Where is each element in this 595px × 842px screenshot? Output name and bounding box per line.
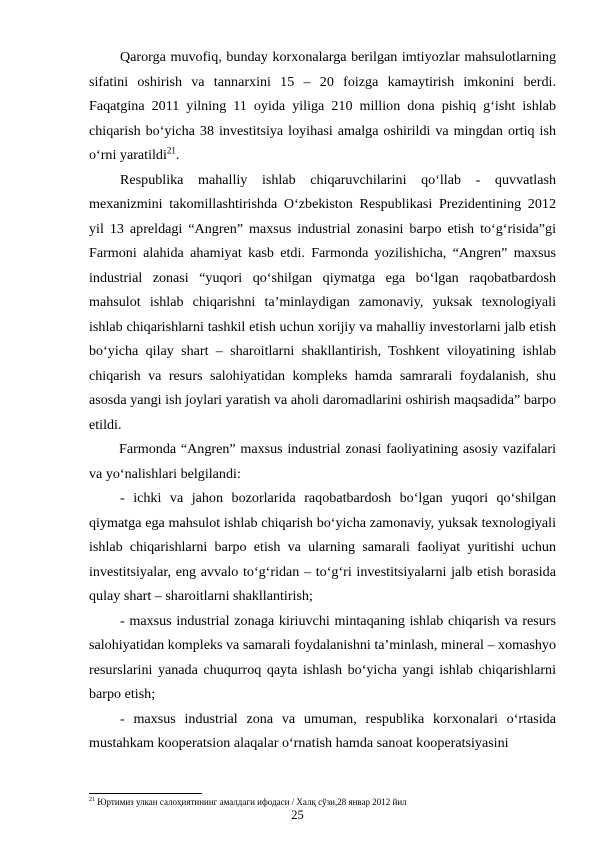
page-number: 25 [291, 808, 304, 822]
footnote-text: Юртимиз улкан салоҳиятининг амалдаги ифодаси / Халқ сўзи,28 январ 2012 йил [95, 797, 407, 807]
paragraph-1-tail: . [175, 147, 180, 163]
footnote-divider [89, 793, 202, 794]
list-item-3: - maxsus industrial zona va umuman, respublika korxonalari o‘rtasida mustahkam kooperatsion alaqalar o‘rnatish hamda sanoat kooperatsiyasini [89, 710, 556, 751]
footnote [89, 796, 556, 808]
body-text [89, 45, 556, 756]
footnote-number: 21 [89, 797, 95, 803]
list-item-2: - maxsus industrial zonaga kiriuvchi mintaqaning ishlab chiqarish va resurs salohiyatidan kompleks va samarali foydalanishni ta’minlash, mineral – xomashyo resurslarini yanada chuqurroq qayta ishlash bo‘yicha yangi ishlab chiqarishlarni barpo etish; [89, 612, 556, 702]
paragraph-2: Respublika mahalliy ishlab chiqaruvchilarini qo‘llab - quvvatlash mexanizmini takomillashtirishda O‘zbekiston Respublikasi Prezidentining 2012 yil 13 apreldagi “Angren” maxsus industrial zonasini barpo etish to‘g‘risida”gi Farmoni alahida ahamiyat kasb etdi. Farmonda yozilishicha, “Angren” maxsus industrial zonasi “yuqori qo‘shilgan qiymatga ega bo‘lgan raqobatbardosh mahsulot ishlab chiqarishni ta’minlaydigan zamonaviy, yuksak texnologiyali ishlab chiqarishlarni tashkil etish uchun xorijiy va mahalliy investorlarni jalb etish bo‘yicha qilay shart – sharoitlarni shakllantirish, Toshkent viloyatining ishlab chiqarish va resurs salohiyatidan kompleks hamda samrarali foydalanish, shu asosda yangi ish joylari yaratish va aholi daromadlarini oshirish maqsadida” barpo etildi. [89, 171, 556, 433]
footnote-reference: 21 [166, 145, 176, 156]
paragraph-3: Farmonda “Angren” maxsus industrial zonasi faoliyatining asosiy vazifalari va yo‘nalishlari belgilandi: [89, 441, 556, 482]
paragraph-1 [89, 45, 556, 168]
paragraph-1-text: Qarorga muvofiq, bunday korxonalarga berilgan imtiyozlar mahsulotlarning sifatini oshirish va tannarxini 15 – 20 foizga kamaytirish imkonini berdi. Faqatgina 2011 yilning 11 oyida yiliga 210 million dona pishiq g‘isht ishlab chiqarish bo‘yicha 38 investitsiya loyihasi amalga oshirildi va mingdan ortiq ish o‘rni yaratildi [89, 49, 556, 163]
list-item-1: - ichki va jahon bozorlarida raqobatbardosh bo‘lgan yuqori qo‘shilgan qiymatga ega mahsulot ishlab chiqarish bo‘yicha zamonaviy, yuksak texnologiyali ishlab chiqarishlarni barpo etish va ularning samarali faoliyat yuritishi uchun investitsiyalar, eng avvalo to‘g‘ridan – to‘g‘ri investitsiyalarni jalb etish borasida qulay shart – sharoitlarni shakllantirish; [89, 490, 556, 604]
